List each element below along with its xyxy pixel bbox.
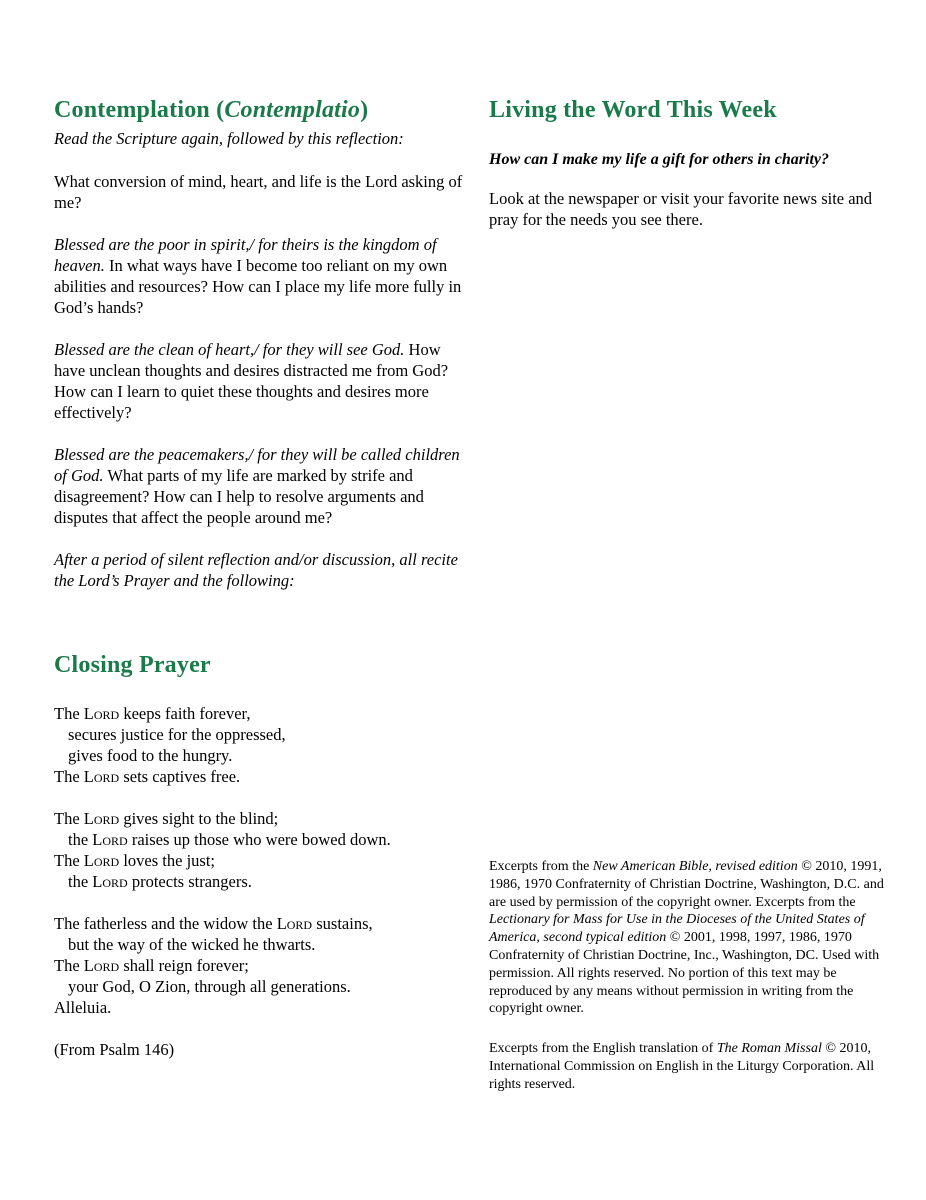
living-the-word-body: Look at the newspaper or visit your favorite news site and pray for the needs you see there. xyxy=(489,189,873,229)
contemplation-rubric: After a period of silent reflection and/or discussion, all recite the Lord’s Prayer and the following: xyxy=(54,550,458,590)
contemplation-paragraph-1: What conversion of mind, heart, and life is the Lord asking of me? xyxy=(54,172,463,212)
psalm-line: the Lord protects strangers. xyxy=(68,872,252,891)
psalm-line: The Lord loves the just; xyxy=(54,851,215,870)
living-the-word-question: How can I make my life a gift for others in charity? xyxy=(489,151,829,168)
left-column xyxy=(54,0,464,1060)
psalm-line: Alleluia. xyxy=(54,998,112,1017)
psalm-stanza-3 xyxy=(54,913,464,1018)
contemplation-paragraph-3: Blessed are the clean of heart,/ for they will see God. How have unclean thoughts and desires distracted me from God? How can I learn to quiet these thoughts and desires more effectively? xyxy=(54,340,449,422)
copyright-notice-bible: Excerpts from the New American Bible, revised edition © 2010, 1991, 1986, 1970 Confraternity of Christian Doctrine, Washington, D.C. and are used by permission of the copyright owner. Excerpts from the Lectionary for Mass for Use in the Dioceses of the United States of America, second typical edition © 2001, 1998, 1997, 1986, 1970 Confraternity of Christian Doctrine, Inc., Washington, DC. Used with permission. All rights reserved. No portion of this text may be reproduced by any means without permission in writing from the copyright owner. xyxy=(489,859,884,1017)
psalm-line: The Lord gives sight to the blind; xyxy=(54,809,279,828)
psalm-line: The Lord sets captives free. xyxy=(54,767,241,786)
psalm-attribution: (From Psalm 146) xyxy=(54,1040,175,1059)
psalm-line: The fatherless and the widow the Lord sustains, xyxy=(54,914,373,933)
psalm-stanza-1 xyxy=(54,703,464,787)
contemplation-paragraph-4: Blessed are the peacemakers,/ for they will be called children of God. What parts of my life are marked by strife and disagreement? How can I help to resolve arguments and disputes that affect the people around me? xyxy=(54,445,460,527)
right-column xyxy=(489,0,891,1092)
psalm-line: The Lord keeps faith forever, xyxy=(54,704,251,723)
closing-prayer-section xyxy=(54,651,464,1060)
contemplation-paragraph-2: Blessed are the poor in spirit,/ for theirs is the kingdom of heaven. In what ways have I become too reliant on my own abilities and resources? How can I place my life more fully in God’s hands? xyxy=(54,235,462,317)
closing-prayer-heading: Closing Prayer xyxy=(54,652,211,678)
copyright-notice-missal: Excerpts from the English translation of The Roman Missal © 2010, International Commission on English in the Liturgy Corporation. All rights reserved. xyxy=(489,1041,875,1092)
psalm-line: gives food to the hungry. xyxy=(68,746,233,765)
psalm-line: your God, O Zion, through all generations. xyxy=(68,977,351,996)
psalm-line: but the way of the wicked he thwarts. xyxy=(68,935,316,954)
contemplation-heading: Contemplation (Contemplatio) xyxy=(54,97,369,123)
contemplation-section xyxy=(54,96,464,591)
psalm-line: secures justice for the oppressed, xyxy=(68,725,286,744)
psalm-line: the Lord raises up those who were bowed down. xyxy=(68,830,391,849)
living-the-word-section xyxy=(489,96,891,230)
copyright-section xyxy=(489,858,885,1094)
psalm-line: The Lord shall reign forever; xyxy=(54,956,249,975)
contemplation-intro: Read the Scripture again, followed by this reflection: xyxy=(54,129,404,148)
living-the-word-heading: Living the Word This Week xyxy=(489,97,777,123)
psalm-stanza-2 xyxy=(54,808,464,892)
